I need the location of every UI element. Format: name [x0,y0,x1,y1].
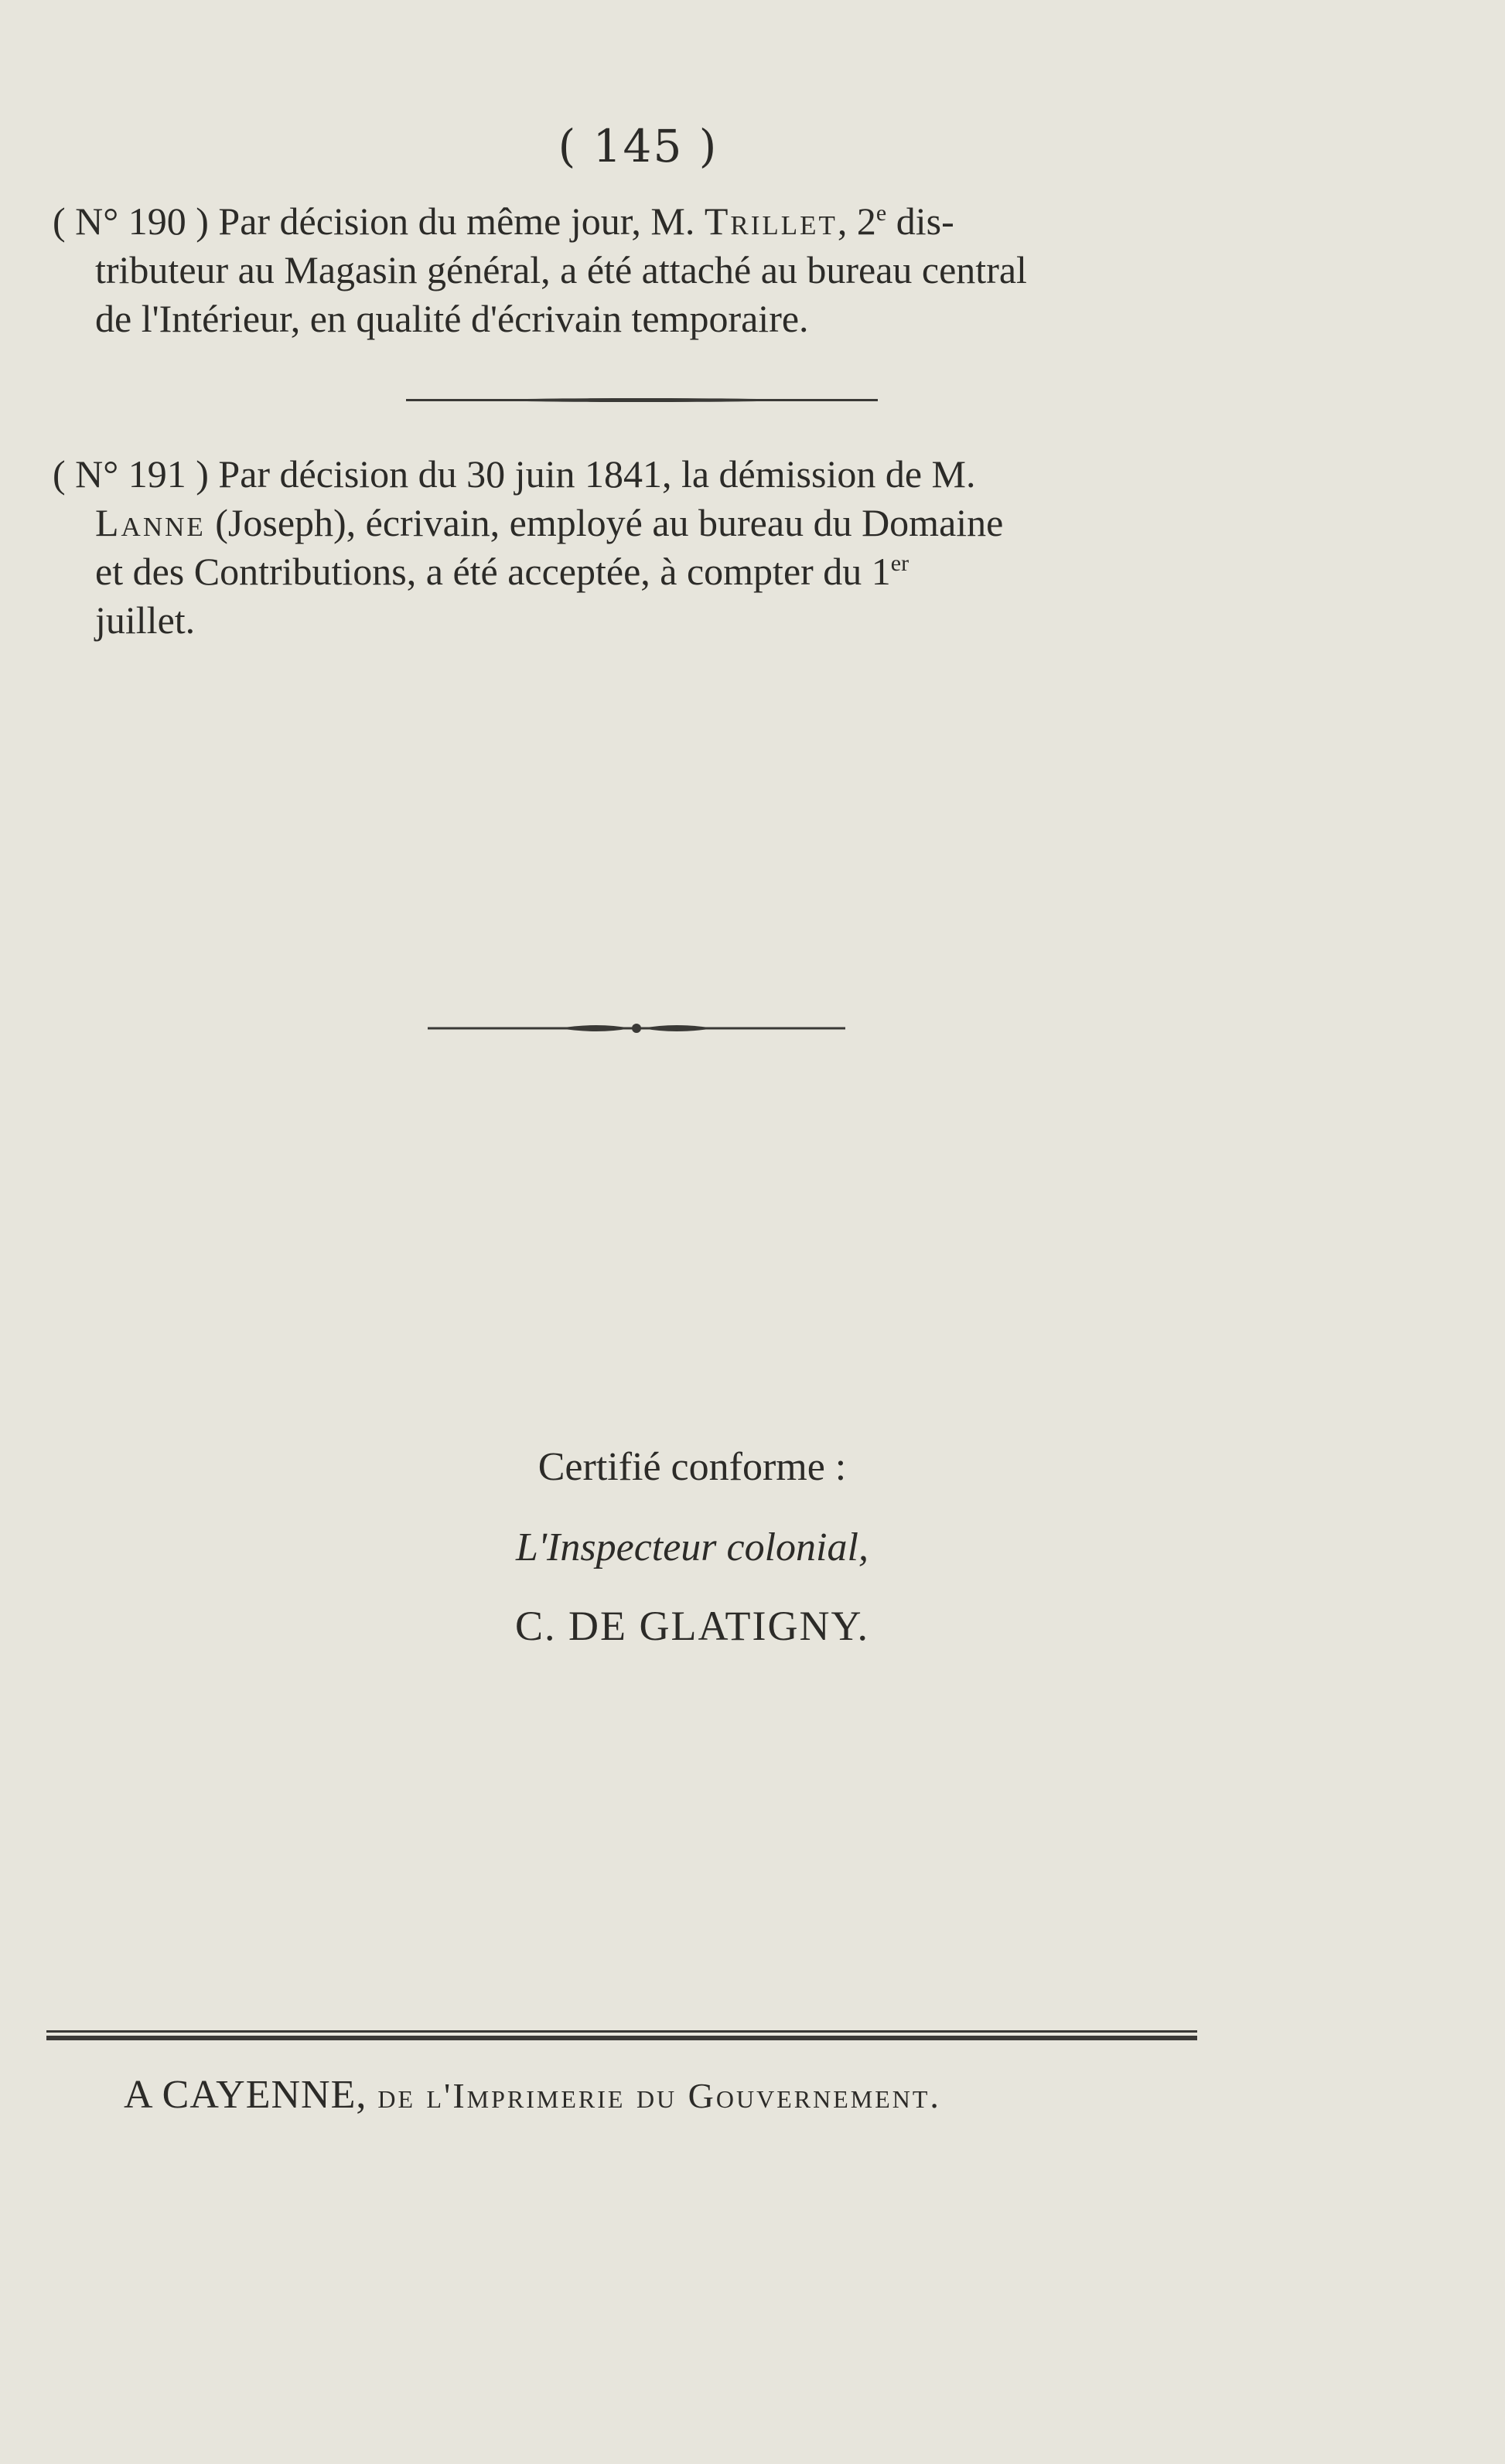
entry-190-name: Trillet [704,199,838,243]
entry-190-rank: , 2 [837,199,876,243]
entry-191-line-4: juillet. [95,598,196,642]
entry-190 [53,197,1228,343]
entry-191-line-3 [53,547,1228,596]
entry-191-superscript: er [890,550,909,576]
imprint-city: A CAYENNE, [124,2073,367,2117]
signatory-name: C. DE GLATIGNY. [515,1603,869,1649]
ornament-divider [428,1019,845,1038]
entry-190-number: ( N° 190 ) [53,199,209,243]
imprint-printer: de l'Imprimerie du Gouvernement. [377,2076,941,2115]
entry-191-number: ( N° 191 ) [53,452,209,496]
entry-191-text-3: et des Contributions, a été acceptée, à compter du 1 [95,550,891,593]
entry-190-line-1 [53,197,1228,246]
entry-191-line-2 [53,499,1228,547]
entry-191-line-1 [53,450,1228,499]
page-number: ( 145 ) [558,120,718,172]
entry-191-text-1: Par décision du 30 juin 1841, la démission de M. [218,452,976,496]
entry-190-line-1-end: dis- [886,199,954,243]
certification-label: Certifié conforme : [538,1445,847,1489]
entry-190-superscript: e [875,200,887,226]
entry-191-text-2: (Joseph), écrivain, employé au bureau du Domaine [205,501,1004,544]
entry-190-text-start: Par décision du même jour, M. [218,199,695,243]
section-divider [406,399,878,401]
entry-190-line-3: de l'Intérieur, en qualité d'écrivain temporaire. [95,297,809,340]
footer-rule [46,2030,1197,2033]
entry-191 [53,450,1228,645]
printer-imprint [124,2072,941,2118]
inspector-title: L'Inspecteur colonial, [516,1525,869,1569]
entry-191-name: Lanne [95,501,206,544]
entry-190-line-2: tributeur au Magasin général, a été attaché au bureau central [95,248,1027,291]
